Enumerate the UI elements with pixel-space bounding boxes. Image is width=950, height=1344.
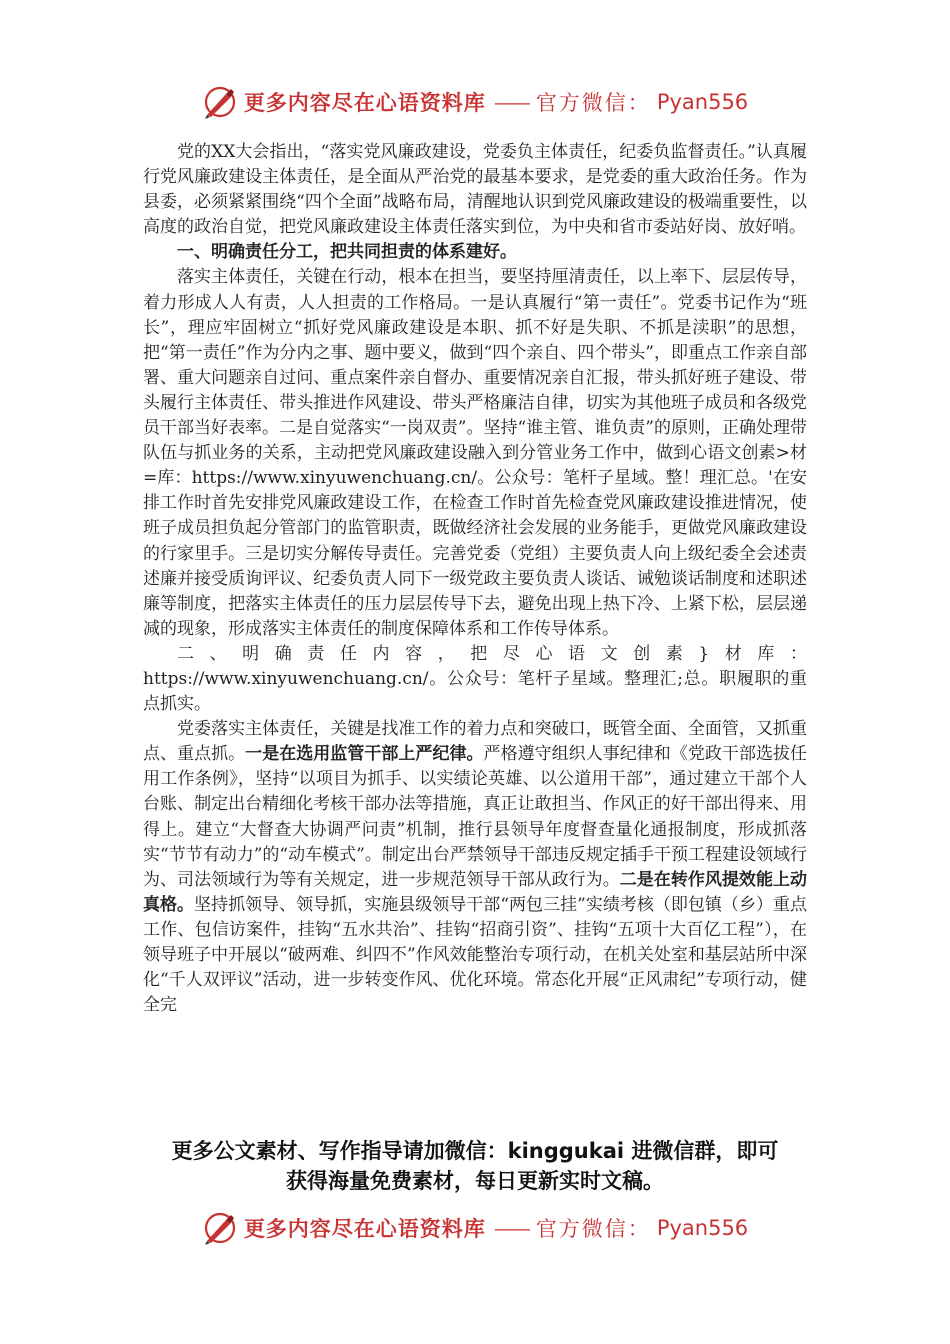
banner-official-label: 官方微信：	[535, 1217, 651, 1241]
emphasis-point-1: 一是在选用监管干部上严纪律。	[245, 744, 484, 765]
section-heading-2: 二、明确责任内容，把尽心语文创素}材库：https://www.xinyuwenchuang.cn/。公众号：笔杆子星域。整理汇;总。职履职的重点抓实。	[143, 643, 807, 715]
emphasis-point-2: 二是在转作风提效能上动真格。	[143, 869, 808, 915]
banner-dash: ——	[493, 90, 528, 114]
pen-logo-icon	[202, 84, 238, 120]
paragraph-section-2	[143, 717, 807, 1018]
paragraph-intro: 党的XX大会指出，“落实党风廉政建设，党委负主体责任，纪委负监督责任。”认真履行党风廉政建设主体责任，是全面从严治党的最基本要求，是党委的重大政治任务。作为县委，必须紧紧围绕“四个全面”战略布局，清醒地认识到党风廉政建设的极端重要性，以高度的政治自觉，把党风廉政建设主体责任落实到位，为中央和省市委站好岗、放好哨。	[143, 142, 807, 238]
paragraph-section-1: 落实主体责任，关键在行动，根本在担当，要坚持厘清责任，以上率下、层层传导，着力形成人人有责，人人担责的工作格局。一是认真履行“第一责任”。党委书记作为“班长”，理应牢固树立“抓好党风廉政建设是本职、抓不好是失职、不抓是渎职”的思想，把“第一责任”作为分内之事、题中要义，做到“四个亲自、四个带头”，即重点工作亲自部署、重大问题亲自过问、重点案件亲自督办、重要情况亲自汇报，带头抓好班子建设、带头履行主体责任、带头推进作风建设、带头严格廉洁自律，切实为其他班子成员和各级党员干部当好表率。二是自觉落实“一岗双责”。坚持“谁主管、谁负责”的原则，正确处理带队伍与抓业务的关系，主动把党风廉政建设融入到分管业务工作中，做到心语文创素>材=库：https://www.xinyuwenchuang.cn/。公众号：笔杆子星域。整！理汇总。'在安排工作时首先安排党风廉政建设工作，在检查工作时首先检查党风廉政建设推进情况，使班子成员担负起分管部门的监管职责，既做经济社会发展的业务能手，更做党风廉政建设的行家里手。三是切实分解传导责任。完善党委（党组）主要负责人向上级纪委全会述责述廉并接受质询评议、纪委负责人同下一级党政主要负责人谈话、诫勉谈话制度和述职述廉等制度，把落实主体责任的压力层层传导下去，避免出现上热下冷、上紧下松，层层递减的现象，形成落实主体责任的制度保障体系和工作传导体系。	[143, 267, 807, 639]
banner-wechat-id: Pyan556	[656, 90, 749, 114]
banner-dash: ——	[493, 1216, 528, 1240]
banner-brand-text: 更多内容尽在心语资料库	[243, 90, 486, 115]
banner-official-label: 官方微信：	[535, 91, 651, 115]
promo-notice	[100, 1136, 850, 1196]
banner-brand-text: 更多内容尽在心语资料库	[243, 1216, 486, 1241]
footer-banner	[0, 1208, 950, 1248]
paragraph-section-2-tail: 坚持抓领导、领导抓，实施县级领导干部“两包三挂”实绩考核（即包镇（乡）重点工作、包信访案件，挂钩“五水共治”、挂钩“招商引资”、挂钩“五项十大百亿工程”），在领导班子中开展以“破两难、纠四不”作风效能整治专项行动，在机关处室和基层站所中深化“千人双评议”活动，进一步转变作风、优化环境。常态化开展“正风肃纪”专项行动，健全完	[143, 894, 807, 1016]
paragraph-section-2-body: 严格遵守组织人事纪律和《党政干部选拔任用工作条例》，坚持“以项目为抓手、以实绩论英雄、以公道用干部”，通过建立干部个人台账、制定出台精细化考核干部办法等措施，真正让敢担当、作风正的好干部出得来、用得上。建立“大督查大协调严问责”机制，推行县领导年度督查量化通报制度，形成抓落实“节节有动力”的“动车模式”。制定出台严禁领导干部违反规定插手干预工程建设领域行为、司法领域行为等有关规定，进一步规范领导干部从政行为。	[143, 744, 808, 890]
paragraph-section-2-lead: 党委落实主体责任，关键是找准工作的着力点和突破口，既管全面、全面管，又抓重点、重点抓。	[143, 719, 807, 765]
promo-line-1: 更多公文素材、写作指导请加微信：kinggukai 进微信群，即可	[171, 1139, 779, 1163]
document-body	[143, 140, 807, 1018]
section-heading-1: 一、明确责任分工，把共同担责的体系建好。	[177, 242, 517, 263]
header-banner	[0, 82, 950, 122]
promo-line-2: 获得海量免费素材，每日更新实时文稿。	[286, 1169, 664, 1193]
pen-logo-icon	[202, 1210, 238, 1246]
banner-wechat-id: Pyan556	[656, 1216, 749, 1240]
